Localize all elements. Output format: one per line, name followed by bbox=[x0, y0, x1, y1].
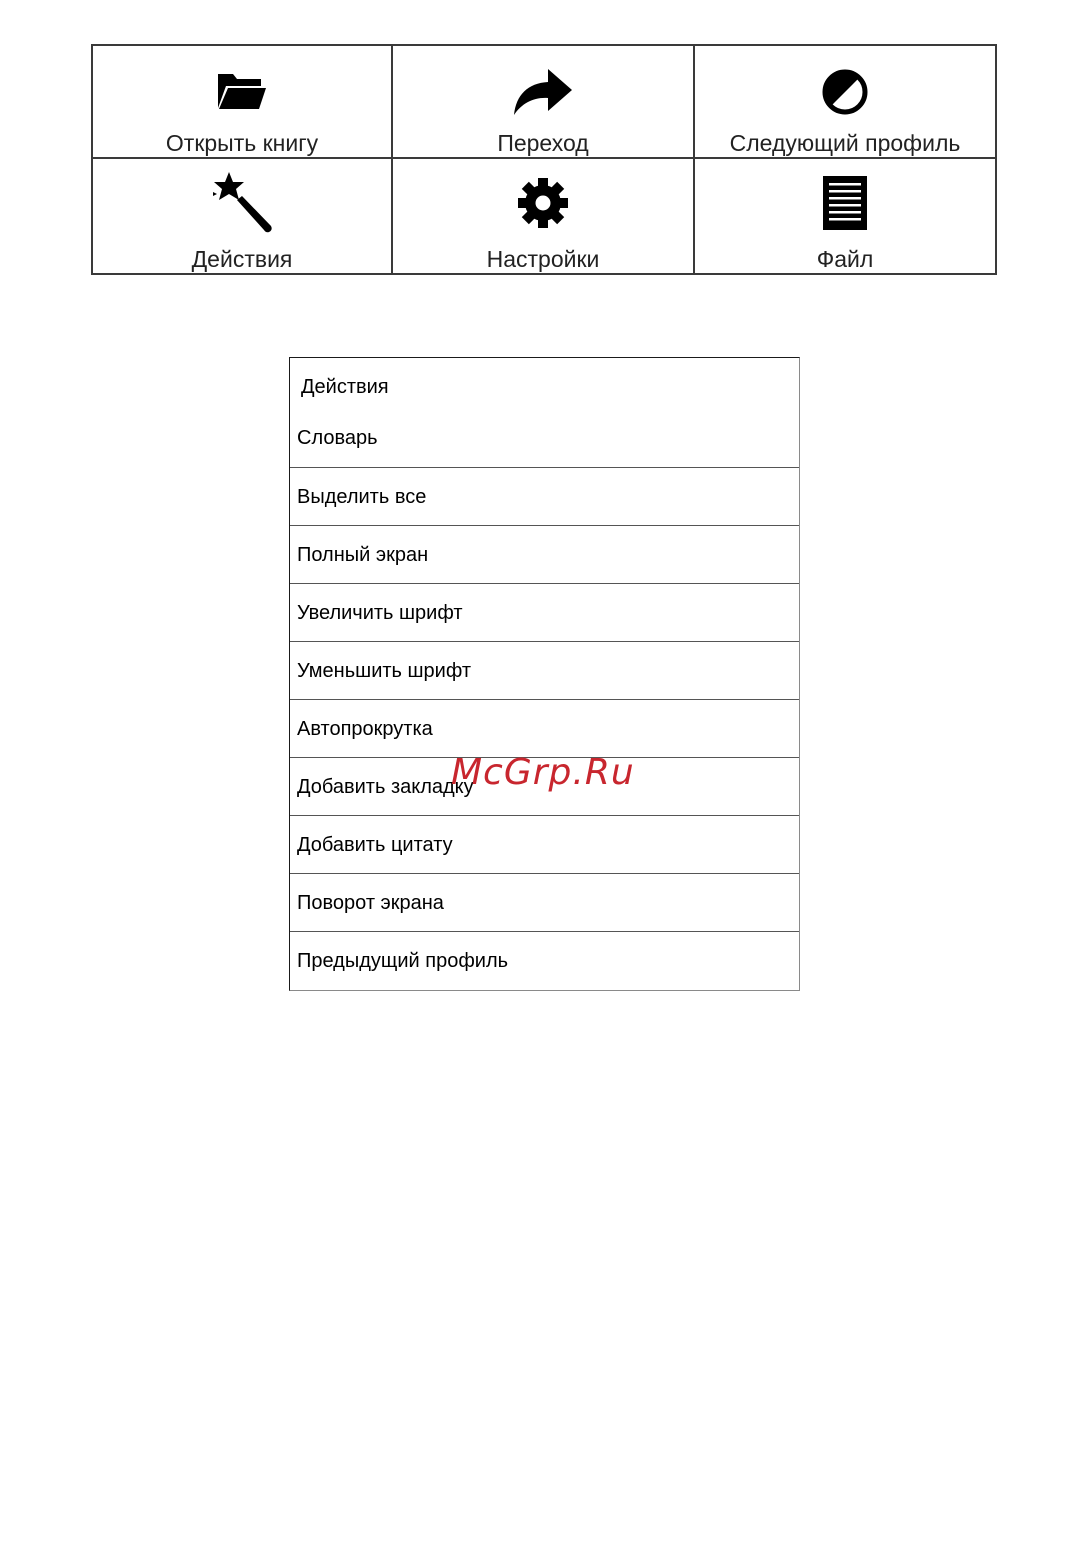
menu-item-decrease-font[interactable]: Уменьшить шрифт bbox=[290, 642, 799, 700]
actions-label: Действия bbox=[191, 246, 293, 272]
settings-button[interactable] bbox=[393, 159, 695, 275]
share-arrow-icon bbox=[393, 64, 693, 120]
menu-item-rotate-screen[interactable]: Поворот экрана bbox=[290, 874, 799, 932]
menu-item-autoscroll[interactable]: Автопрокрутка bbox=[290, 700, 799, 758]
actions-button[interactable] bbox=[91, 159, 393, 275]
file-button[interactable] bbox=[695, 159, 997, 275]
menu-item-previous-profile[interactable]: Предыдущий профиль bbox=[297, 950, 509, 972]
menu-item-increase-font[interactable]: Увеличить шрифт bbox=[290, 584, 799, 642]
menu-item-dictionary[interactable]: Словарь bbox=[290, 410, 799, 468]
menu-item-fullscreen[interactable]: Полный экран bbox=[290, 526, 799, 584]
folder-open-icon bbox=[93, 64, 391, 120]
next-profile-button[interactable] bbox=[695, 44, 997, 159]
actions-menu bbox=[289, 357, 800, 991]
goto-label: Переход bbox=[497, 130, 589, 156]
menu-item-add-bookmark[interactable]: Добавить закладку bbox=[290, 758, 799, 816]
open-book-button[interactable] bbox=[91, 44, 393, 159]
menu-item-add-quote[interactable]: Добавить цитату bbox=[290, 816, 799, 874]
main-menu-grid bbox=[91, 44, 997, 275]
goto-button[interactable] bbox=[393, 44, 695, 159]
settings-label: Настройки bbox=[486, 246, 600, 272]
gear-icon bbox=[393, 169, 693, 237]
menu-item-select-all[interactable]: Выделить все bbox=[290, 468, 799, 526]
next-profile-label: Следующий профиль bbox=[729, 130, 961, 156]
file-label: Файл bbox=[816, 246, 874, 272]
magic-wand-icon bbox=[93, 169, 391, 237]
document-lines-icon bbox=[695, 169, 995, 237]
open-book-label: Открыть книгу bbox=[165, 130, 319, 156]
actions-menu-title: Действия bbox=[301, 376, 389, 398]
watermark: McGrp.Ru bbox=[451, 752, 635, 793]
contrast-icon bbox=[695, 64, 995, 120]
